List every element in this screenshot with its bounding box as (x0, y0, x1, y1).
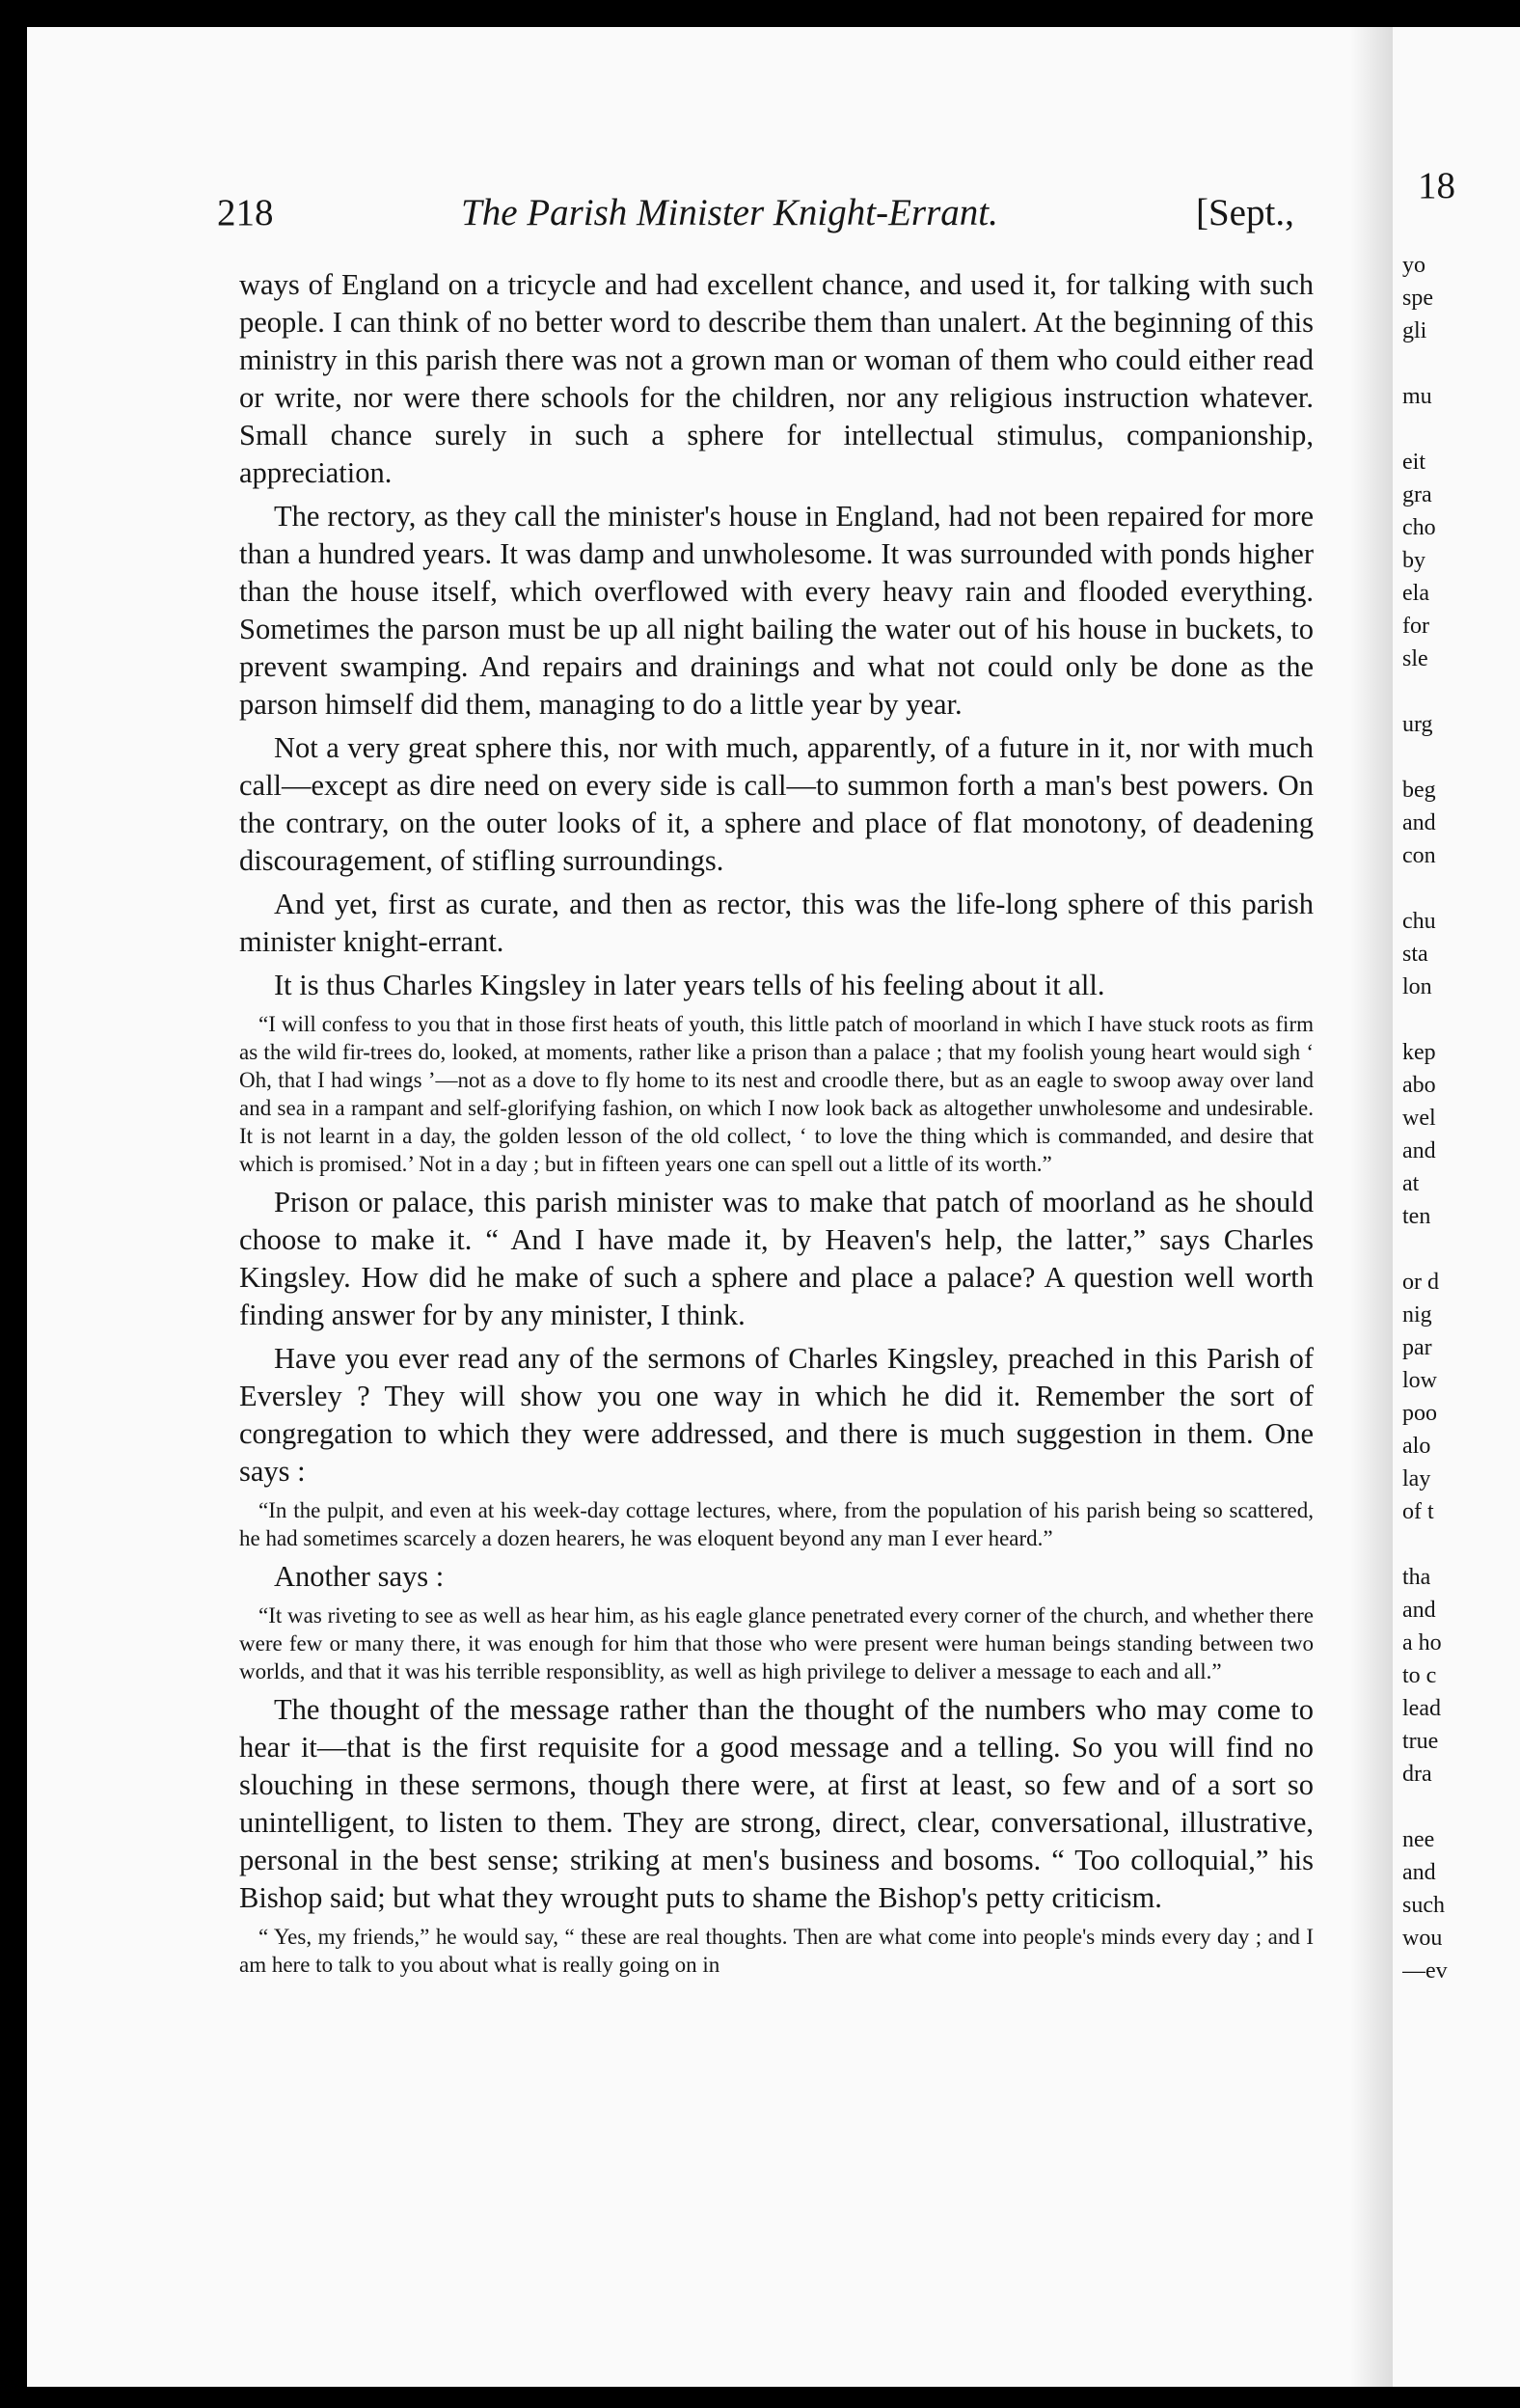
gutter-shadow (1350, 27, 1393, 2387)
running-month: [Sept., (1196, 192, 1294, 233)
facing-page-line: of t (1402, 1499, 1434, 1524)
body-text (239, 266, 1314, 1984)
facing-page-line (1402, 413, 1520, 446)
facing-page-line: such (1402, 1893, 1445, 1918)
block-quote: “In the pulpit, and even at his week-day cottage lectures, where, from the population of his parish being so scattered, he had sometimes scarcely a dozen hearers, he was eloquent beyond any man I ever heard.” (239, 1498, 1314, 1550)
facing-page-line: con (1402, 843, 1436, 868)
facing-page-line (1402, 1791, 1520, 1823)
facing-page-line (1402, 1233, 1520, 1266)
facing-page-line: yo (1402, 253, 1425, 278)
facing-page-line: by (1402, 548, 1425, 573)
facing-page-line: tha (1402, 1565, 1431, 1590)
facing-page-line (1402, 347, 1520, 380)
facing-page-line: ten (1402, 1204, 1431, 1229)
paragraph: And yet, first as curate, and then as rector, this was the life-long sphere of this parish minister knight-errant. (239, 888, 1314, 958)
paragraph: Not a very great sphere this, nor with much, apparently, of a future in it, nor with much call—except as dire need on every side is call—to summon forth a man's best powers. On the contrary, on the outer looks of it, a sphere and place of flat monotony, of deadening discouragement, of stifling surroundings. (239, 731, 1314, 877)
facing-page-line: and (1402, 1598, 1436, 1623)
facing-page-line (1402, 1528, 1520, 1561)
facing-page-line: or d (1402, 1270, 1439, 1295)
facing-page-line: cho (1402, 515, 1436, 540)
facing-page-number: 18 (1418, 165, 1455, 206)
paragraph: Have you ever read any of the sermons of Charles Kingsley, preached in this Parish of Eversley ? They will show you one way in which he did it. Remember the sort of congregation to which they were addressed, and there is much suggestion in them. One says : (239, 1342, 1314, 1488)
running-header (27, 191, 1393, 249)
facing-page-line: poo (1402, 1401, 1437, 1426)
facing-page-text (1402, 249, 1520, 1987)
facing-page-line: and (1402, 1860, 1436, 1885)
paragraph: It is thus Charles Kingsley in later years tells of his feeling about it all. (274, 969, 1105, 1001)
block-quote: “ Yes, my friends,” he would say, “ these are real thoughts. Then are what come into people's minds every day ; and I am here to talk to you about what is really going on in (239, 1925, 1314, 1977)
facing-page-line: wel (1402, 1106, 1436, 1131)
facing-page-line: true (1402, 1729, 1439, 1754)
facing-page-line: urg (1402, 712, 1433, 737)
facing-page-line: ela (1402, 581, 1429, 606)
facing-page-line: a ho (1402, 1630, 1442, 1656)
facing-page-line: kep (1402, 1040, 1436, 1065)
book-page (27, 27, 1393, 2387)
facing-page-line: nee (1402, 1827, 1435, 1852)
paragraph-continued: ways of England on a tricycle and had excellent chance, and used it, for talking with such people. I can think of no better word to describe them than unalert. At the beginning of this ministry in this parish there was not a grown man or woman of them who could either read or write, nor were there schools for the children, nor any religious instruction whatever. Small chance surely in such a sphere for intellectual stimulus, companionship, appreciation. (239, 268, 1314, 489)
facing-page-line: chu (1402, 909, 1436, 934)
block-quote: “I will confess to you that in those first heats of youth, this little patch of moorland in which I have stuck roots as firm as the wild fir-trees do, looked, at moments, rather like a prison than a palace ; that my foolish young heart would sigh ‘ Oh, that I had wings ’—not as a dove to fly home to its nest and croodle there, but as an eagle to swoop away over land and sea in a rampant and self-glorifying fashion, on which I now look back as altogether unwholesome and undesirable. It is not learnt in a day, the golden lesson of the old collect, ‘ to love the thing which is commanded, and desire that which is promised.’ Not in a day ; but in fifteen years one can spell out a little of its worth.” (239, 1012, 1314, 1176)
facing-page-line: wou (1402, 1926, 1443, 1951)
facing-page-line: dra (1402, 1762, 1432, 1787)
facing-page-line: abo (1402, 1073, 1436, 1098)
running-title: The Parish Minister Knight-Errant. (461, 192, 998, 233)
facing-page-line: gra (1402, 482, 1432, 507)
facing-page-line: for (1402, 614, 1429, 639)
paragraph: The rectory, as they call the minister's house in England, had not been repaired for more than a hundred years. It was damp and unwholesome. It was surrounded with ponds higher than the house itself, which overflowed with every heavy rain and flooded everything. Sometimes the parson must be up all night bailing the water out of his house in buckets, to prevent swamping. And repairs and drainings and what not could only be done as the parson himself did them, managing to do a little year by year. (239, 500, 1314, 721)
facing-page-line: sle (1402, 646, 1428, 671)
facing-page-line (1402, 872, 1520, 905)
facing-page-line: lay (1402, 1466, 1431, 1491)
paragraph: The thought of the message rather than the thought of the numbers who may come to hear it—that is the first requisite for a good message and a telling. So you will find no slouching in these sermons, though there were, at first at least, so few and of a sort so unintelligent, to listen to them. They are strong, direct, clear, conversational, illustrative, personal in the best sense; striking at men's business and bosoms. “ Too colloquial,” his Bishop said; but what they wrought puts to shame the Bishop's petty criticism. (239, 1693, 1314, 1914)
facing-page-line: lon (1402, 974, 1432, 999)
paragraph: Another says : (274, 1560, 445, 1593)
facing-page-line: mu (1402, 384, 1432, 409)
page-number: 218 (217, 192, 274, 233)
facing-page-line: lead (1402, 1696, 1441, 1721)
facing-page-line (1402, 675, 1520, 708)
scan-border-left (0, 0, 27, 2408)
facing-page-line: nig (1402, 1302, 1432, 1327)
facing-page-line: spe (1402, 286, 1433, 311)
facing-page-line: alo (1402, 1434, 1431, 1459)
facing-page-line: and (1402, 1138, 1436, 1163)
facing-page-line: low (1402, 1368, 1437, 1393)
facing-page-line: eit (1402, 450, 1425, 475)
facing-page-line: at (1402, 1171, 1420, 1196)
facing-page-line: sta (1402, 942, 1428, 967)
facing-page-line: to c (1402, 1663, 1437, 1688)
facing-page (1393, 27, 1520, 2387)
facing-page-line (1402, 1003, 1520, 1036)
facing-page-line: gli (1402, 318, 1427, 343)
facing-page-line: par (1402, 1335, 1432, 1360)
paragraph: Prison or palace, this parish minister was to make that patch of moorland as he should choose to make it. “ And I have made it, by Heaven's help, the latter,” says Charles Kingsley. How did he make of such a sphere and place a palace? A question well worth finding answer for by any minister, I think. (239, 1186, 1314, 1331)
facing-page-line (1402, 741, 1520, 774)
facing-page-line: and (1402, 810, 1436, 835)
facing-page-line: beg (1402, 778, 1436, 803)
block-quote: “It was riveting to see as well as hear him, as his eagle glance penetrated every corner of the church, and whether there were few or many there, it was enough for him that those who were present were human beings standing between two worlds, and that it was his terrible responsiblity, as well as high privilege to deliver a message to each and all.” (239, 1603, 1314, 1683)
facing-page-line: —ev (1402, 1958, 1448, 1984)
